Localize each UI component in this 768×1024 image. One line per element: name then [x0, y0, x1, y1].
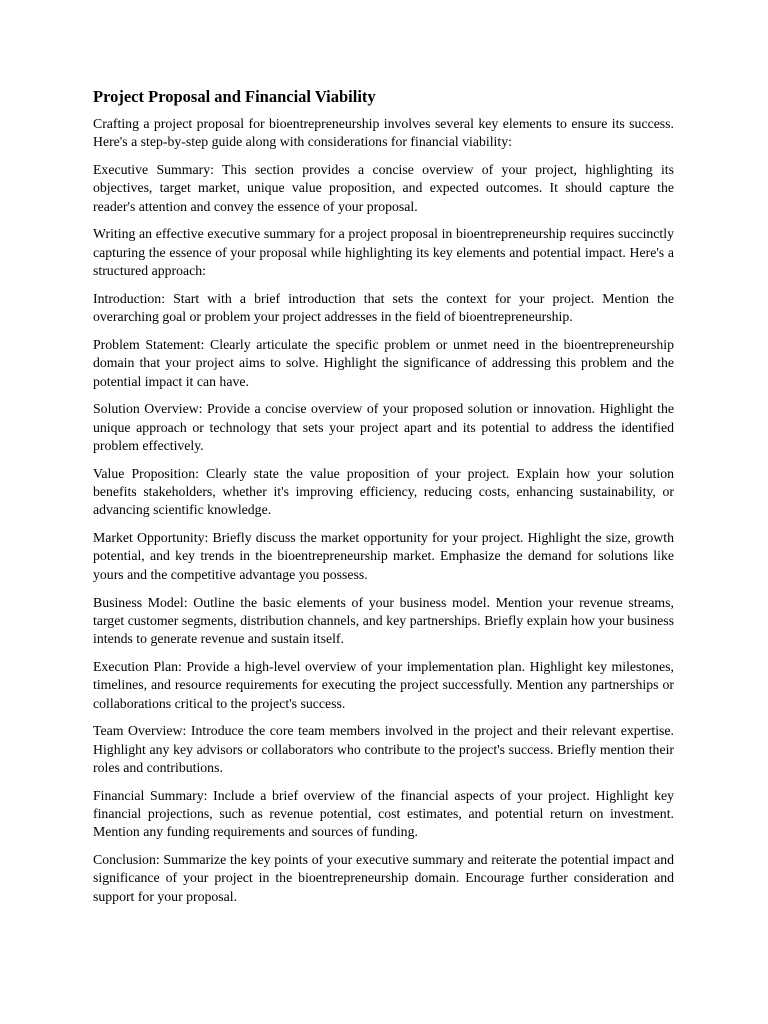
document-page: [93, 86, 674, 915]
problem-statement-paragraph: Problem Statement: Clearly articulate the specific problem or unmet need in the bioentrepreneurship domain that your project aims to solve. Highlight the significance of addressing this problem and the potential impact it can have.: [93, 336, 674, 389]
financial-summary-paragraph: Financial Summary: Include a brief overview of the financial aspects of your project. Highlight key financial projections, such as revenue potential, cost estimates, and potential return on investment. Mention any funding requirements and sources of funding.: [93, 787, 674, 840]
writing-summary-paragraph: Writing an effective executive summary for a project proposal in bioentrepreneurship requires succinctly capturing the essence of your proposal while highlighting its key elements and potential impact. Here's a structured approach:: [93, 226, 674, 279]
executive-summary-paragraph: Executive Summary: This section provides a concise overview of your project, highlighting its objectives, target market, unique value proposition, and expected outcomes. It should capture the reader's attention and convey the essence of your proposal.: [93, 162, 674, 214]
business-model-paragraph: Business Model: Outline the basic elements of your business model. Mention your revenue streams, target customer segments, distribution channels, and key partnerships. Briefly explain how your business intends to generate revenue and sustain itself.: [93, 594, 674, 647]
value-proposition-paragraph: Value Proposition: Clearly state the value proposition of your project. Explain how your solution benefits stakeholders, whether it's improving efficiency, reducing costs, enhancing sustainability, or advancing scientific knowledge.: [93, 465, 674, 518]
document-title: Project Proposal and Financial Viability: [93, 87, 376, 106]
introduction-paragraph: Introduction: Start with a brief introduction that sets the context for your project. Mention the overarching goal or problem your project addresses in the field of bioentrepreneurship.: [93, 290, 674, 325]
execution-plan-paragraph: Execution Plan: Provide a high-level overview of your implementation plan. Highlight key milestones, timelines, and resource requirements for executing the project successfully. Mention any partnerships or collaborations critical to the project's success.: [93, 658, 674, 711]
market-opportunity-paragraph: Market Opportunity: Briefly discuss the market opportunity for your project. Highlight the size, growth potential, and key trends in the bioentrepreneurship market. Emphasize the demand for solutions like yours and the competitive advantage you possess.: [93, 530, 674, 582]
solution-overview-paragraph: Solution Overview: Provide a concise overview of your proposed solution or innovation. Highlight the unique approach or technology that sets your project apart and its potential to address the identified problem effectively.: [93, 401, 674, 453]
intro-paragraph: Crafting a project proposal for bioentrepreneurship involves several key elements to ensure its success. Here's a step-by-step guide along with considerations for financial viability:: [93, 116, 674, 150]
team-overview-paragraph: Team Overview: Introduce the core team members involved in the project and their relevant expertise. Highlight any key advisors or collaborators who contribute to the project's success. Briefly mention their roles and contributions.: [93, 723, 674, 775]
conclusion-paragraph: Conclusion: Summarize the key points of your executive summary and reiterate the potential impact and significance of your project in the bioentrepreneurship domain. Encourage further consideration and support for your proposal.: [93, 852, 674, 904]
